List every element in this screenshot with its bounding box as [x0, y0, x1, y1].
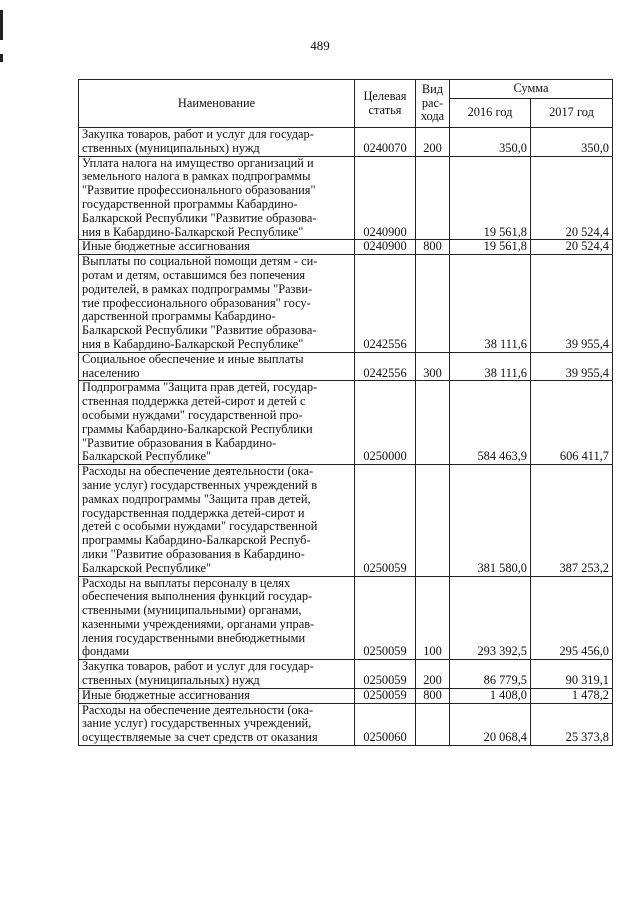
text-line: населению	[82, 365, 140, 380]
value-2016-cell: 20 068,4	[450, 703, 531, 745]
name-cell	[79, 465, 355, 576]
text-line: фондами	[82, 644, 130, 659]
name-cell	[79, 703, 355, 745]
text-line: ния в Кабардино-Балкарской Республике"	[82, 224, 304, 239]
text-line: ственная поддержка детей-сирот и детей с	[82, 394, 306, 409]
text-line: Закупка товаров, работ и услуг для государ-	[82, 127, 314, 141]
code-cell: 0250059	[355, 465, 416, 576]
kind-cell	[416, 156, 450, 240]
code-cell: 0242556	[355, 352, 416, 381]
table-row	[79, 240, 613, 255]
text-line: обеспечения выполнения функций государ-	[82, 589, 313, 604]
name-cell	[79, 156, 355, 240]
budget-table	[78, 79, 613, 746]
text-line: Уплата налога на имущество организаций и	[82, 155, 314, 170]
code-cell: 0250059	[355, 688, 416, 703]
text-line: Подпрограмма "Защита прав детей, государ-	[82, 380, 318, 395]
name-cell	[79, 128, 355, 157]
name-cell	[79, 381, 355, 465]
text-line: ственными (муниципальными) органами,	[82, 603, 302, 618]
name-cell	[79, 576, 355, 660]
code-cell: 0240900	[355, 240, 416, 255]
value-2017-cell: 90 319,1	[531, 660, 613, 689]
table-body	[79, 128, 613, 746]
page-number: 489	[310, 38, 330, 53]
text-line: программы Кабардино-Балкарской Респуб-	[82, 533, 311, 548]
code-cell: 0250059	[355, 576, 416, 660]
table-row	[79, 255, 613, 353]
text-line: осуществляемые за счет средств от оказания	[82, 730, 318, 745]
code-cell: 0240070	[355, 128, 416, 157]
text-line: Балкарской Республике"	[82, 560, 212, 575]
text-line: детей с особыми нуждами" государственной	[82, 519, 318, 534]
value-2017-cell: 39 955,4	[531, 352, 613, 381]
text-line: ния в Кабардино-Балкарской Республике"	[82, 336, 304, 351]
text-line: рамках подпрограммы "Защита прав детей,	[82, 491, 311, 506]
table-row	[79, 156, 613, 240]
code-cell: 0242556	[355, 255, 416, 353]
text-line: Расходы на обеспечение деятельности (ока-	[82, 702, 314, 717]
text-line: Расходы на выплаты персоналу в целях	[82, 575, 291, 590]
value-2016-cell: 350,0	[450, 128, 531, 157]
code-cell: 0250059	[355, 660, 416, 689]
code-cell: 0250060	[355, 703, 416, 745]
kind-cell	[416, 381, 450, 465]
table-row	[79, 576, 613, 660]
name-cell	[79, 240, 355, 255]
value-2017-cell: 387 253,2	[531, 465, 613, 576]
text-line: Целевая	[363, 88, 407, 103]
text-line: Иные бюджетные ассигнования	[82, 687, 250, 702]
text-line: Закупка товаров, работ и услуг для государ-	[82, 659, 314, 674]
value-2017-cell: 39 955,4	[531, 255, 613, 353]
value-2016-cell: 38 111,6	[450, 352, 531, 381]
header-sum: Сумма	[450, 80, 613, 99]
text-line: тие профессионального образования" госу-	[82, 295, 311, 310]
header-name: Наименование	[79, 80, 355, 128]
value-2016-cell: 19 561,8	[450, 240, 531, 255]
text-line: казенными учреждениями, органами управ-	[82, 616, 315, 631]
name-cell	[79, 255, 355, 353]
text-line: государственной программы Кабардино-	[82, 196, 298, 211]
value-2016-cell: 381 580,0	[450, 465, 531, 576]
code-cell: 0250000	[355, 381, 416, 465]
value-2017-cell: 20 524,4	[531, 240, 613, 255]
table-row	[79, 688, 613, 703]
text-line: земельного налога в рамках подпрограммы	[82, 169, 311, 184]
text-line: государственная поддержка детей-сирот и	[82, 505, 305, 520]
value-2017-cell: 295 456,0	[531, 576, 613, 660]
text-line: ротам и детям, оставшимся без попечения	[82, 267, 306, 282]
text-line: Расходы на обеспечение деятельности (ока-	[82, 464, 314, 479]
text-line: хода	[420, 109, 445, 124]
code-cell: 0240900	[355, 156, 416, 240]
margin-mark	[0, 54, 3, 62]
text-line: Социальное обеспечение и иные выплаты	[82, 351, 304, 366]
kind-cell: 100	[416, 576, 450, 660]
kind-cell: 800	[416, 240, 450, 255]
value-2016-cell: 293 392,5	[450, 576, 531, 660]
text-line: особыми нуждами" государственной про-	[82, 407, 303, 422]
kind-cell: 300	[416, 352, 450, 381]
kind-cell: 800	[416, 688, 450, 703]
margin-mark	[0, 10, 3, 40]
kind-cell: 200	[416, 660, 450, 689]
value-2017-cell: 1 478,2	[531, 688, 613, 703]
text-line: Балкарской Республики "Развитие образова-	[82, 210, 317, 225]
value-2017-cell: 606 411,7	[531, 381, 613, 465]
name-cell	[79, 660, 355, 689]
text-line: рас-	[421, 95, 444, 110]
table-row	[79, 352, 613, 381]
kind-cell	[416, 703, 450, 745]
text-line: зание услуг) государственных учреждений,	[82, 716, 312, 731]
value-2016-cell: 1 408,0	[450, 688, 531, 703]
kind-cell: 200	[416, 128, 450, 157]
kind-cell	[416, 465, 450, 576]
text-line: дарственной программы Кабардино-	[82, 309, 276, 324]
text-line: Балкарской Республике"	[82, 449, 212, 464]
value-2016-cell: 584 463,9	[450, 381, 531, 465]
text-line: ления государственными внебюджетными	[82, 630, 306, 645]
text-line: лики "Развитие образования в Кабардино-	[82, 546, 305, 561]
header-kind	[416, 80, 450, 128]
value-2017-cell: 350,0	[531, 128, 613, 157]
value-2016-cell: 38 111,6	[450, 255, 531, 353]
text-line: "Развитие профессионального образования"	[82, 183, 316, 198]
value-2016-cell: 86 779,5	[450, 660, 531, 689]
value-2017-cell: 20 524,4	[531, 156, 613, 240]
value-2017-cell: 25 373,8	[531, 703, 613, 745]
text-line: Балкарской Республики "Развитие образова-	[82, 323, 317, 338]
text-line: ственных (муниципальных) нужд	[82, 140, 260, 155]
table-row	[79, 703, 613, 745]
table-row	[79, 128, 613, 157]
text-line: зание услуг) государственных учреждений в	[82, 477, 318, 492]
text-line: Вид	[421, 81, 444, 96]
kind-cell	[416, 255, 450, 353]
table-row	[79, 660, 613, 689]
header-year-2016: 2016 год	[450, 99, 531, 128]
table-row	[79, 465, 613, 576]
text-line: граммы Кабардино-Балкарской Республики	[82, 421, 313, 436]
table-row	[79, 381, 613, 465]
text-line: статья	[368, 102, 402, 117]
text-line: Выплаты по социальной помощи детям - си-	[82, 254, 318, 269]
header-year-2017: 2017 год	[531, 99, 613, 128]
name-cell	[79, 688, 355, 703]
value-2016-cell: 19 561,8	[450, 156, 531, 240]
text-line: родителей, в рамках подпрограммы "Разви-	[82, 281, 313, 296]
header-code	[355, 80, 416, 128]
text-line: ственных (муниципальных) нужд	[82, 673, 260, 688]
text-line: "Развитие образования в Кабардино-	[82, 435, 277, 450]
name-cell	[79, 352, 355, 381]
text-line: Иные бюджетные ассигнования	[82, 239, 250, 254]
